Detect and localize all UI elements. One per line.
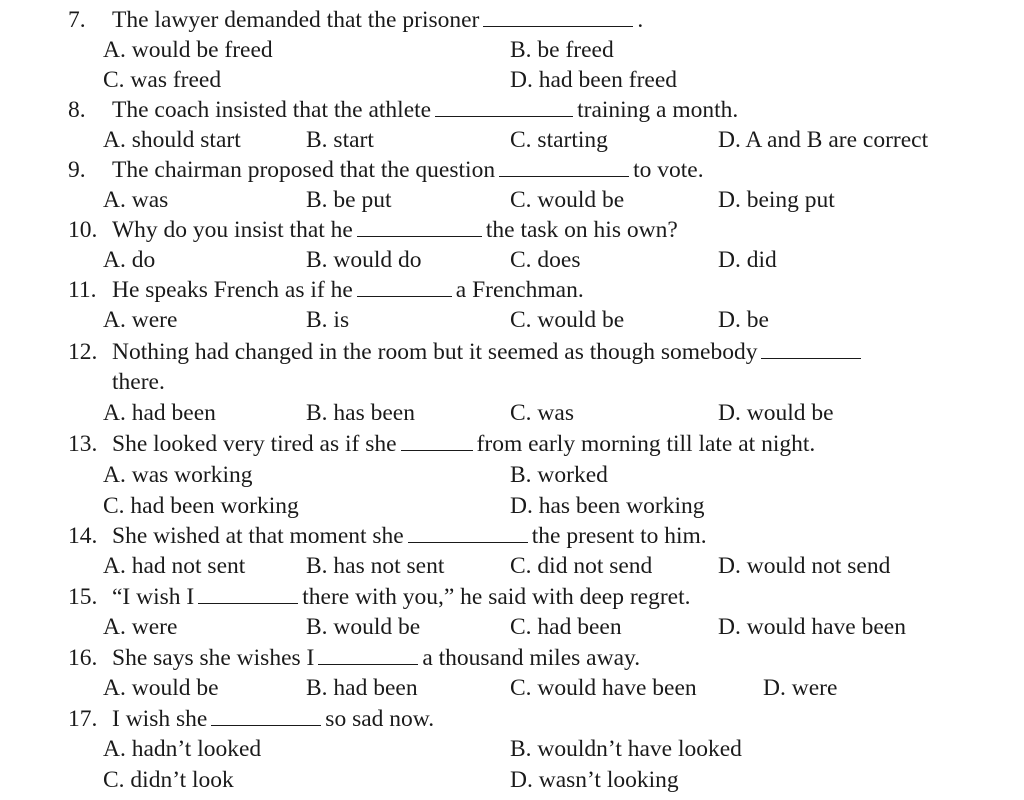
option-c: C. had been working <box>103 493 299 519</box>
option-a: A. had not sent <box>103 553 246 579</box>
option-c: C. did not send <box>510 553 653 579</box>
option-c: C. had been <box>510 614 622 640</box>
question-number: 11. <box>68 277 97 303</box>
option-a: A. would be <box>103 675 219 701</box>
options-row <box>0 65 1024 95</box>
options-row <box>0 305 1024 335</box>
option-c: C. does <box>510 247 581 273</box>
options-row <box>0 491 1024 521</box>
answer-blank <box>357 277 452 297</box>
question-number: 13. <box>68 431 98 457</box>
options-row <box>0 35 1024 65</box>
question-16 <box>0 643 1024 673</box>
question-stem: She wished at that moment she the present to him. <box>112 523 707 549</box>
option-c: C. was <box>510 400 574 426</box>
option-c: C. would have been <box>510 675 697 701</box>
option-d: D. had been freed <box>510 67 678 93</box>
question-15 <box>0 582 1024 612</box>
answer-blank <box>499 157 629 177</box>
options-row <box>0 185 1024 215</box>
question-12-continuation <box>0 367 1024 397</box>
option-a: A. do <box>103 247 156 273</box>
question-stem: The chairman proposed that the question to vote. <box>112 157 704 183</box>
option-b: B. be put <box>306 187 392 213</box>
answer-blank <box>357 217 482 237</box>
options-row <box>0 734 1024 764</box>
option-d: D. would not send <box>718 553 891 579</box>
option-c: C. starting <box>510 127 608 153</box>
answer-blank <box>761 339 861 359</box>
answer-blank <box>408 523 528 543</box>
question-stem: Nothing had changed in the room but it seemed as though somebody <box>112 337 865 367</box>
question-17 <box>0 704 1024 734</box>
question-number: 16. <box>68 645 98 671</box>
option-b: B. be freed <box>510 37 614 63</box>
option-a: A. was <box>103 187 169 213</box>
option-b: B. worked <box>510 462 608 488</box>
question-stem-cont: there. <box>112 369 165 395</box>
option-b: B. wouldn’t have looked <box>510 736 742 762</box>
question-number: 7. <box>68 7 86 33</box>
question-10 <box>0 215 1024 245</box>
option-b: B. would be <box>306 614 421 640</box>
options-row <box>0 460 1024 490</box>
question-number: 12. <box>68 339 98 365</box>
option-c: C. was freed <box>103 67 222 93</box>
option-b: B. start <box>306 127 374 153</box>
question-12 <box>0 337 1024 367</box>
answer-blank <box>435 97 573 117</box>
option-a: A. were <box>103 307 178 333</box>
option-d: D. did <box>718 247 777 273</box>
option-d: D. were <box>763 675 838 701</box>
option-a: A. hadn’t looked <box>103 736 262 762</box>
question-number: 14. <box>68 523 98 549</box>
question-number: 17. <box>68 706 98 732</box>
question-stem: The coach insisted that the athlete training a month. <box>112 97 739 123</box>
answer-blank <box>483 7 633 27</box>
question-number: 9. <box>68 157 86 183</box>
question-11 <box>0 275 1024 305</box>
question-stem: I wish she so sad now. <box>112 706 435 732</box>
option-d: D. would be <box>718 400 834 426</box>
options-row <box>0 125 1024 155</box>
option-c: C. would be <box>510 307 625 333</box>
question-9 <box>0 155 1024 185</box>
question-13 <box>0 429 1024 459</box>
option-b: B. is <box>306 307 350 333</box>
question-stem: Why do you insist that he the task on his own? <box>112 217 678 243</box>
option-d: D. has been working <box>510 493 705 519</box>
answer-blank <box>211 706 321 726</box>
question-stem: She says she wishes I a thousand miles away. <box>112 645 641 671</box>
option-d: D. would have been <box>718 614 906 640</box>
options-row <box>0 765 1024 795</box>
question-number: 15. <box>68 584 98 610</box>
question-number: 10. <box>68 217 98 243</box>
answer-blank <box>401 431 473 451</box>
question-number: 8. <box>68 97 86 123</box>
options-row <box>0 551 1024 581</box>
question-14 <box>0 521 1024 551</box>
question-stem: “I wish I there with you,” he said with deep regret. <box>112 584 691 610</box>
option-a: A. were <box>103 614 178 640</box>
options-row <box>0 398 1024 428</box>
option-d: D. being put <box>718 187 835 213</box>
options-row <box>0 612 1024 642</box>
option-a: A. should start <box>103 127 241 153</box>
question-stem: He speaks French as if he a Frenchman. <box>112 277 584 303</box>
option-d: D. A and B are correct <box>718 127 929 153</box>
answer-blank <box>318 645 418 665</box>
option-a: A. was working <box>103 462 253 488</box>
question-stem: The lawyer demanded that the prisoner . <box>112 7 644 33</box>
option-a: A. would be freed <box>103 37 273 63</box>
option-b: B. would do <box>306 247 422 273</box>
option-c: C. didn’t look <box>103 767 234 793</box>
option-c: C. would be <box>510 187 625 213</box>
option-b: B. has been <box>306 400 415 426</box>
options-row <box>0 673 1024 703</box>
answer-blank <box>198 584 298 604</box>
options-row <box>0 245 1024 275</box>
option-b: B. has not sent <box>306 553 445 579</box>
option-d: D. be <box>718 307 769 333</box>
option-a: A. had been <box>103 400 216 426</box>
question-7 <box>0 5 1024 35</box>
question-8 <box>0 95 1024 125</box>
question-stem: She looked very tired as if she from early morning till late at night. <box>112 431 816 457</box>
option-b: B. had been <box>306 675 418 701</box>
option-d: D. wasn’t looking <box>510 767 679 793</box>
